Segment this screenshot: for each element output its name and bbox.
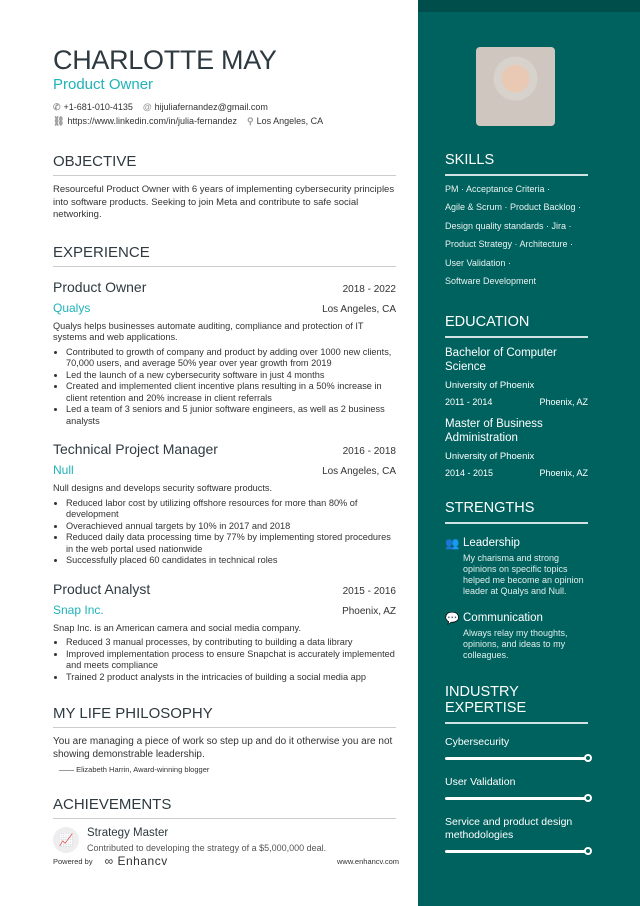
quote-author: —— Elizabeth Harrin, Award-winning blogger <box>59 765 210 774</box>
expertise-name: User Validation <box>445 776 516 788</box>
school: University of Phoenix <box>445 380 535 391</box>
expertise-item <box>445 776 588 800</box>
skill-line: User Validation · <box>445 257 511 268</box>
linkedin[interactable]: https://www.linkedin.com/in/julia-fernandez <box>67 116 238 126</box>
philosophy-heading: MY LIFE PHILOSOPHY <box>53 705 396 728</box>
job-bullet: • Improved implementation process to ensure Snapchat is accurately implemented and meets compliance <box>66 649 396 672</box>
job-entry <box>53 279 396 428</box>
email[interactable]: hijuliafernandez@gmail.com <box>154 102 268 112</box>
company-name: Null <box>53 463 74 477</box>
expertise-item <box>445 736 588 760</box>
job-dates: 2015 - 2016 <box>342 585 396 597</box>
skill-line: Product Strategy · Architecture · <box>445 239 574 250</box>
job-bullet: • Led a team of 3 seniors and 5 junior software engineers, as well as 2 business analysts <box>66 404 396 427</box>
company-desc: Qualys helps businesses automate auditing, compliance and protection of IT systems and web applications. <box>53 320 364 342</box>
job-role: Product Analyst <box>53 580 151 597</box>
school: University of Phoenix <box>445 451 535 462</box>
at-icon: @ <box>142 102 152 112</box>
skill-line: PM · Acceptance Criteria · <box>445 184 551 194</box>
strengths-heading: STRENGTHS <box>445 500 588 524</box>
chart-line-icon: 📈 <box>53 827 79 853</box>
job-bullet: • Successfully placed 60 candidates in technical roles <box>66 555 396 567</box>
skills-heading: SKILLS <box>445 152 588 176</box>
users-icon: 👥 <box>445 538 460 550</box>
contact-info <box>53 100 396 128</box>
skills-section <box>445 152 588 290</box>
job-dates: 2018 - 2022 <box>342 283 396 295</box>
expertise-name: Cybersecurity <box>445 736 510 748</box>
achievements-heading: ACHIEVEMENTS <box>53 796 396 819</box>
expertise-item <box>445 816 588 853</box>
job-role: Product Owner <box>53 278 147 295</box>
degree: Master of Business Administration <box>445 418 543 444</box>
edu-location: Phoenix, AZ <box>539 468 588 478</box>
education-item <box>445 417 588 478</box>
job-bullet: • Created and implemented client incentive plans resulting in a 50% increase in client retention and 20% increase in client referrals <box>66 381 396 404</box>
footer-url[interactable]: www.enhancv.com <box>337 856 399 866</box>
objective-text: Resourceful Product Owner with 6 years of implementing cybersecurity principles into software products. Seeking to join Meta and contribute to safe social networking. <box>53 184 395 220</box>
phone: +1-681-010-4135 <box>63 102 133 112</box>
location: Los Angeles, CA <box>256 116 324 126</box>
footer <box>53 854 399 868</box>
phone-icon: ✆ <box>53 102 61 112</box>
level-knob <box>584 754 592 762</box>
achievement-item <box>53 827 396 853</box>
expertise-level-bar <box>445 797 588 800</box>
job-bullet: • Contributed to growth of company and product by adding over 1000 new clients, 70,000 users, and average 50% year over year growth from 2019 <box>66 347 396 370</box>
candidate-name: CHARLOTTE MAY <box>53 45 277 75</box>
job-entry <box>53 581 396 684</box>
job-location: Los Angeles, CA <box>322 466 396 477</box>
expertise-level-bar <box>445 757 588 760</box>
powered-by: Powered by <box>53 856 93 866</box>
skill-line: Software Development <box>445 276 537 287</box>
company-name: Qualys <box>53 300 91 315</box>
level-knob <box>584 794 592 802</box>
strength-item: 💬 Communication Always relay my thoughts, opinions, and ideas to my colleagues. <box>445 612 568 660</box>
candidate-title: Product Owner <box>53 76 154 93</box>
strengths-section <box>445 500 588 661</box>
expertise-section <box>445 684 588 853</box>
skill-line: Design quality standards · Jira · <box>445 220 572 231</box>
main-column <box>53 44 396 853</box>
skill-line: Agile & Scrum · Product Backlog · <box>445 202 582 213</box>
education-item <box>445 346 588 407</box>
job-bullet: • Overachieved annual targets by 10% in 2017 and 2018 <box>66 521 396 533</box>
enhancv-logo[interactable]: ∞ Enhancv <box>104 854 168 868</box>
job-bullet: • Trained 2 product analysts in the intricacies of building a social media app <box>66 672 396 684</box>
job-bullet: • Reduced labor cost by utilizing offshore resources for more than 80% of development <box>66 498 396 521</box>
expertise-heading: INDUSTRY EXPERTISE <box>445 684 588 724</box>
speech-bubble-icon: 💬 <box>445 613 460 625</box>
level-knob <box>584 847 592 855</box>
job-location: Los Angeles, CA <box>322 303 396 315</box>
job-dates: 2016 - 2018 <box>342 446 396 457</box>
edu-dates: 2014 - 2015 <box>445 468 494 478</box>
education-heading: EDUCATION <box>445 314 588 338</box>
location-icon: ⚲ <box>247 116 254 126</box>
job-bullet: • Reduced 3 manual processes, by contributing to building a data library <box>66 637 396 649</box>
edu-location: Phoenix, AZ <box>539 397 588 407</box>
achievement-title: Strategy Master <box>87 827 169 839</box>
experience-heading: EXPERIENCE <box>53 244 396 267</box>
profile-photo <box>476 47 555 126</box>
job-location: Phoenix, AZ <box>342 605 396 617</box>
expertise-name: Service and product design methodologies <box>445 816 573 841</box>
achievement-desc: Contributed to developing the strategy of a $5,000,000 deal. <box>87 843 327 853</box>
company-name: Snap Inc. <box>53 602 104 617</box>
company-desc: Snap Inc. is an American camera and social media company. <box>53 622 302 633</box>
expertise-level-bar <box>445 850 588 853</box>
job-bullet: • Led the launch of a new cybersecurity software in just 4 months <box>66 370 396 382</box>
company-desc: Null designs and develops security software products. <box>53 483 273 493</box>
job-entry <box>53 441 396 567</box>
job-bullet: • Reduced daily data processing time by 77% by implementing stored procedures in the web portal used nationwide <box>66 532 396 555</box>
degree: Bachelor of Computer Science <box>445 347 557 373</box>
philosophy-quote: You are managing a piece of work so step up and do it otherwise you are not showing demonstrable leadership. <box>53 736 393 760</box>
link-icon: ⛓ <box>53 116 65 126</box>
education-section <box>445 314 588 478</box>
objective-heading: OBJECTIVE <box>53 153 396 176</box>
edu-dates: 2011 - 2014 <box>445 397 493 407</box>
job-role: Technical Project Manager <box>53 441 218 457</box>
strength-item: 👥 Leadership My charisma and strong opinions on specific topics helped me become an opinion leader at Qualys and Null. <box>445 537 584 596</box>
